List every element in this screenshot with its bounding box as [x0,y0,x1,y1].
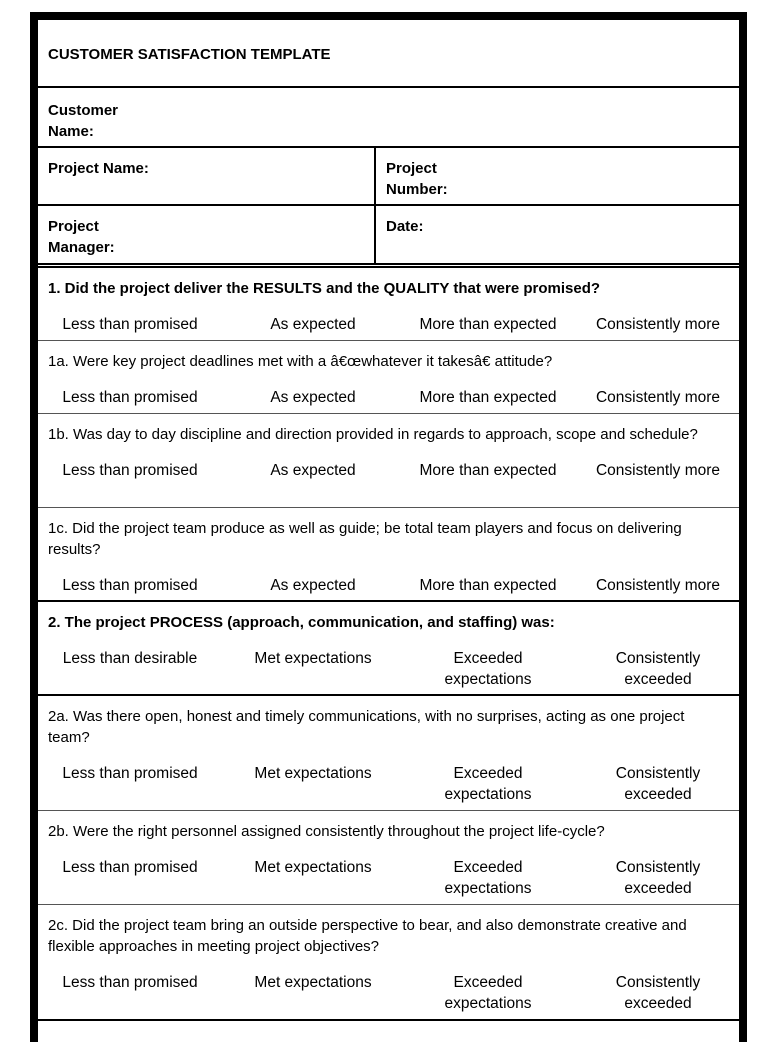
date-field[interactable] [376,206,739,263]
rating-option[interactable]: Less than promised [62,316,198,333]
rating-option[interactable]: Less than promised [62,765,198,782]
project-number-label-line1: Project [386,160,437,177]
rating-option[interactable]: Met expectations [254,765,372,782]
question-text: 1. Did the project deliver the RESULTS and the QUALITY that were promised? [48,280,601,297]
rating-option[interactable]: Less than promised [62,859,198,876]
rating-options [38,648,739,690]
rating-option[interactable]: Met expectations [254,974,372,991]
rating-option[interactable]: Consistently exceeded [615,974,701,1012]
question-text: 1c. Did the project team produce as well as guide; be total team players and focus on delivering results? [48,520,682,558]
rating-option[interactable]: More than expected [419,316,557,333]
question-text: 1a. Were key project deadlines met with a â€œwhatever it takesâ€ attitude? [48,353,553,370]
rating-option[interactable]: Consistently more [595,316,721,333]
project-manager-field[interactable] [38,206,376,263]
rating-option[interactable]: More than expected [419,389,557,406]
question-text: 2a. Was there open, honest and timely communications, with no surprises, acting as one project team? [48,708,685,746]
rating-options [38,387,739,408]
rating-options [38,575,739,596]
rating-options [38,314,739,335]
question-text: 2b. Were the right personnel assigned consistently throughout the project life-cycle? [48,823,605,840]
project-info-row [38,148,739,206]
form-page [30,12,747,1042]
question-text: 2c. Did the project team bring an outside perspective to bear, and also demonstrate creative and flexible approaches in meeting project objectives? [48,917,687,955]
rating-option[interactable]: Met expectations [254,650,372,667]
rating-option[interactable]: More than expected [419,577,557,594]
rating-option[interactable]: Less than promised [62,462,198,479]
question-block [38,508,739,602]
customer-name-field[interactable] [38,88,739,148]
rating-option[interactable]: Exceeded expectations [444,974,532,1012]
rating-option[interactable]: Exceeded expectations [444,650,532,688]
customer-name-label-line1: Customer [48,102,119,119]
form-title-row [38,20,739,88]
rating-option[interactable]: Consistently exceeded [615,859,701,897]
rating-option[interactable]: Less than promised [62,577,198,594]
rating-option[interactable]: Less than promised [62,974,198,991]
project-name-field[interactable] [38,148,376,204]
rating-option[interactable]: As expected [270,462,356,479]
rating-option[interactable]: Consistently more [595,577,721,594]
project-number-field[interactable] [376,148,739,204]
rating-option[interactable]: Consistently more [595,389,721,406]
project-manager-label-line2: Manager: [48,239,115,256]
rating-option[interactable]: Exceeded expectations [444,765,532,803]
rating-options [38,857,739,899]
project-number-label-line2: Number: [386,181,448,198]
rating-option[interactable]: Met expectations [254,859,372,876]
question-block [38,414,739,508]
question-block [38,602,739,696]
rating-option[interactable]: Less than promised [62,389,198,406]
question-block [38,341,739,414]
question-block [38,268,739,341]
rating-options [38,460,739,481]
rating-option[interactable]: Consistently exceeded [615,650,701,688]
project-name-label: Project Name: [48,160,149,177]
question-text: 1b. Was day to day discipline and direction provided in regards to approach, scope and schedule? [48,426,698,443]
rating-option[interactable]: As expected [270,389,356,406]
date-label: Date: [386,218,424,235]
rating-options [38,972,739,1014]
rating-option[interactable]: Consistently exceeded [615,765,701,803]
rating-option[interactable]: More than expected [419,462,557,479]
rating-option[interactable]: As expected [270,577,356,594]
rating-option[interactable]: As expected [270,316,356,333]
rating-options [38,763,739,805]
question-block [38,811,739,905]
customer-name-label-line2: Name: [48,123,94,140]
rating-option[interactable]: Consistently more [595,462,721,479]
rating-option[interactable]: Exceeded expectations [444,859,532,897]
project-manager-label-line1: Project [48,218,99,235]
question-block [38,696,739,811]
manager-date-row [38,206,739,268]
question-block [38,905,739,1021]
rating-option[interactable]: Less than desirable [62,650,198,667]
question-text: 2. The project PROCESS (approach, communication, and staffing) was: [48,614,555,631]
form-title: CUSTOMER SATISFACTION TEMPLATE [48,46,331,63]
